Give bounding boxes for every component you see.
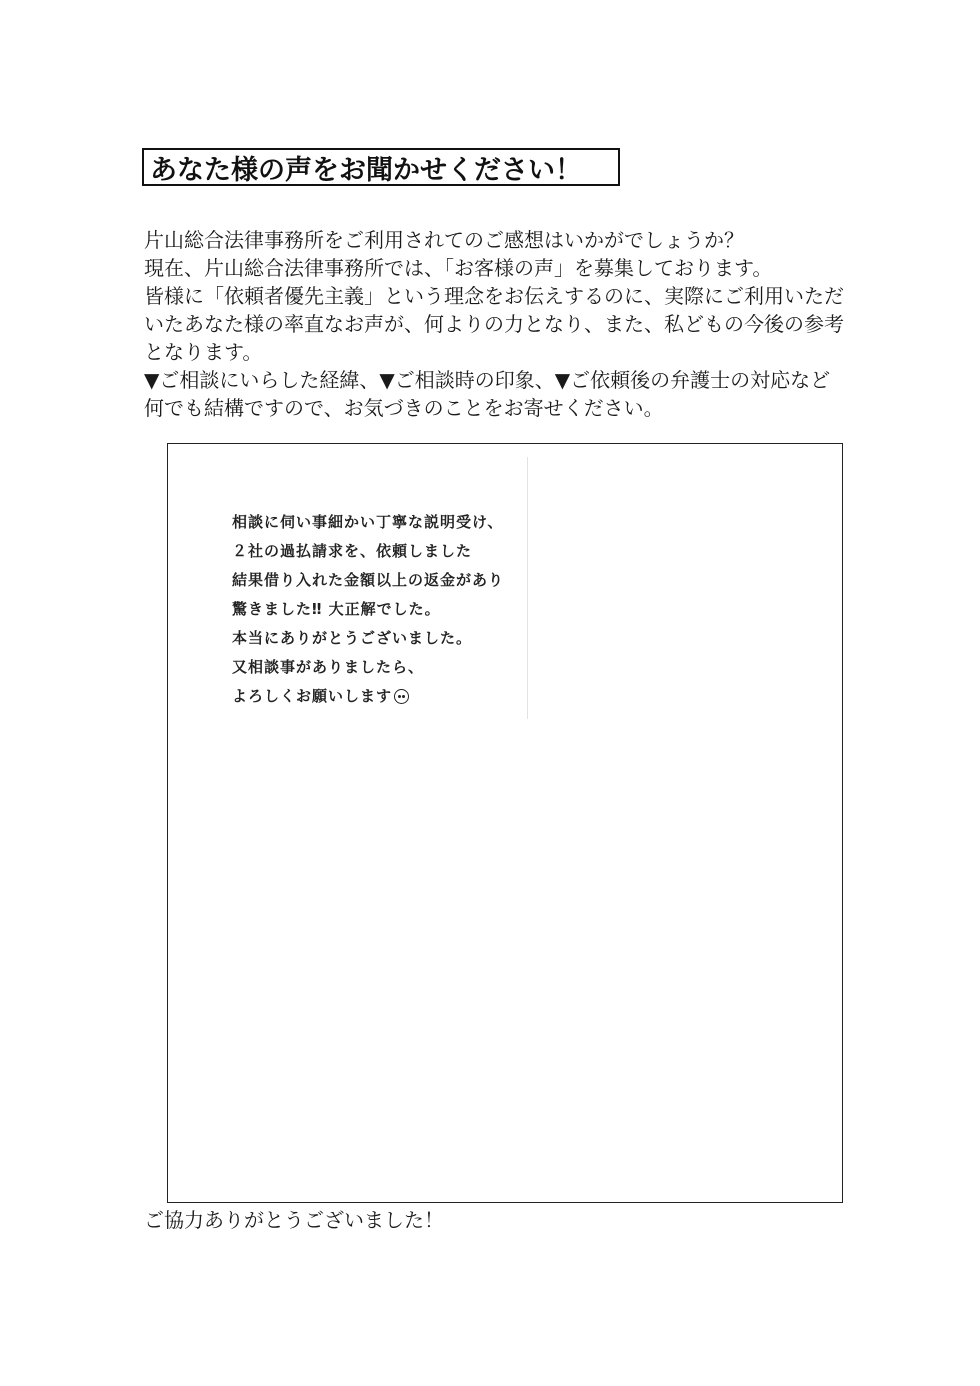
thanks-message: ご協力ありがとうございました！	[144, 1208, 444, 1232]
title-box	[142, 148, 620, 186]
intro-line: 何でも結構ですので、お気づきのことをお寄せください。	[144, 396, 664, 420]
comment-line: 驚きました‼ 大正解でした。	[232, 600, 441, 618]
customer-comment	[232, 508, 532, 711]
page-title: あなた様の声をお聞かせください！	[150, 154, 582, 186]
comment-line: 結果借り入れた金額以上の返金があり	[232, 571, 505, 589]
intro-text	[144, 226, 844, 422]
intro-line: 皆様に「依頼者優先主義」という理念をお伝えするのに、実際にご利用いただ	[144, 284, 844, 308]
intro-line: となります。	[144, 340, 263, 364]
comment-line: 本当にありがとうございました。	[232, 629, 473, 647]
smiley-face-icon	[394, 689, 409, 704]
comment-line: 又相談事がありましたら、	[232, 658, 425, 676]
comment-line: ２社の過払請求を、依頼しました	[232, 542, 473, 560]
intro-line: 現在、片山総合法律事務所では、「お客様の声」を募集しております。	[144, 256, 773, 280]
comment-line-text: よろしくお願いします	[232, 687, 393, 705]
intro-line: いたあなた様の率直なお声が、何よりの力となり、また、私どもの今後の参考	[144, 312, 844, 336]
intro-line: ▼ご相談にいらした経緯、▼ご相談時の印象、▼ご依頼後の弁護士の対応など	[144, 368, 831, 392]
intro-line: 片山総合法律事務所をご利用されてのご感想はいかがでしょうか？	[144, 228, 744, 252]
comment-line: 相談に伺い事細かい丁寧な説明受け、	[232, 513, 504, 531]
comment-line-last	[232, 682, 532, 711]
